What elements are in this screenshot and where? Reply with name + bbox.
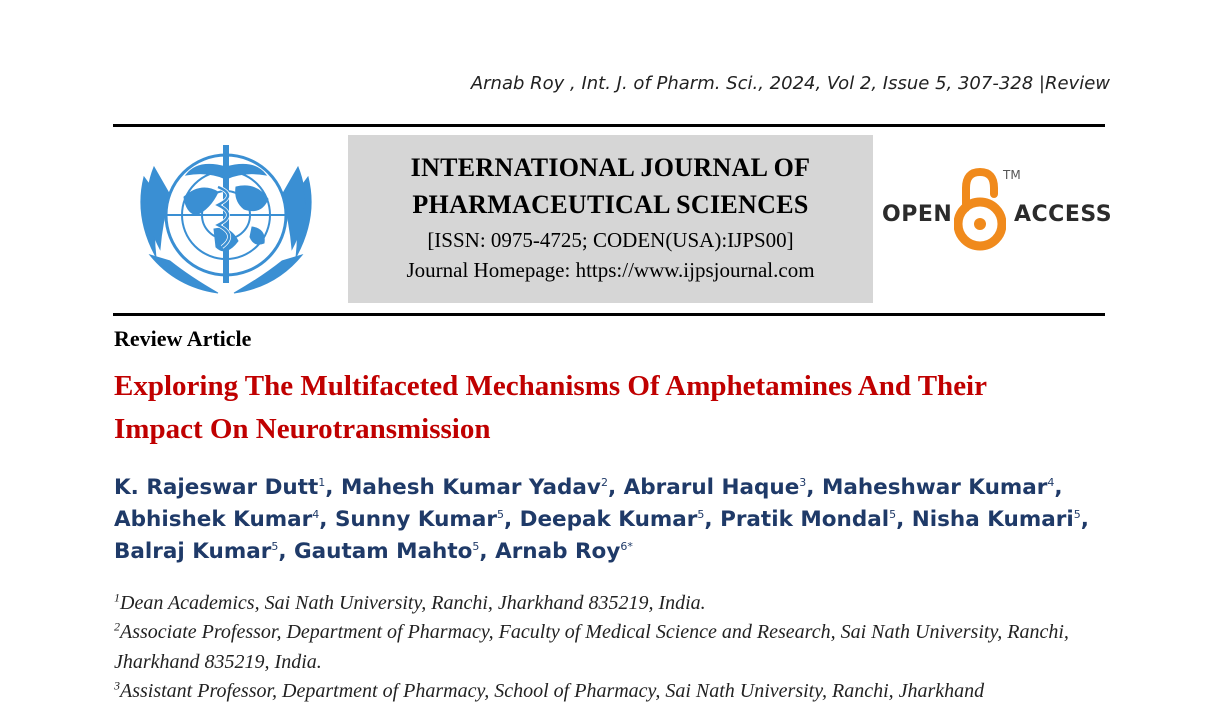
author-separator: , [896,507,912,532]
article-title-line-1: Exploring The Multifaceted Mechanisms Of Amphetamines And Their [114,370,987,402]
author-line-2 [114,504,1114,536]
author-name: Nisha Kumari [911,507,1074,532]
author-name: Abrarul Haque [623,475,800,500]
article-type: Review Article [114,326,252,351]
author-separator: , [1080,507,1089,532]
author-affiliation-mark: 5 [472,539,480,553]
author-separator: , [325,475,341,500]
journal-name-line-1: INTERNATIONAL JOURNAL OF [410,153,811,182]
running-header-citation: Arnab Roy , Int. J. of Pharm. Sci., 2024, Vol 2, Issue 5, 307-328 |Review [470,73,1110,94]
author-name: Arnab Roy [495,539,621,564]
author-separator: , [278,539,294,564]
author-separator: , [704,507,721,532]
author-affiliation-mark: 6* [620,539,633,553]
affiliation-text: Dean Academics, Sai Nath University, Ranchi, Jharkhand 835219, India. [120,592,706,614]
affiliation-2 [114,617,1114,677]
author-affiliation-mark: 5 [1073,507,1081,521]
author-name: Gautam Mahto [294,539,473,564]
author-affiliation-mark: 1 [318,475,326,489]
open-access-lock-icon [954,168,1006,252]
open-access-open-text: OPEN [882,202,953,227]
author-affiliation-mark: 2 [600,475,608,489]
author-separator: , [319,507,335,532]
author-affiliation-mark: 5 [889,507,897,521]
journal-homepage: Journal Homepage: https://www.ijpsjournal.com [406,258,815,282]
article-title [114,365,1114,451]
header-rule-top [113,124,1105,127]
journal-name-line-2: PHARMACEUTICAL SCIENCES [412,190,809,219]
author-separator: , [1054,475,1063,500]
journal-info-box [348,135,873,303]
author-name: Abhishek Kumar [114,507,313,532]
author-line-1 [114,472,1114,504]
author-name: K. Rajeswar Dutt [114,475,319,500]
open-access-logo [880,168,1113,252]
affiliation-1 [114,588,1114,618]
author-affiliation-mark: 5 [496,507,504,521]
journal-emblem-logo [126,137,326,305]
author-affiliation-mark: 4 [1047,475,1055,489]
author-affiliation-mark: 5 [697,507,705,521]
affiliation-text: Assistant Professor, Department of Pharmacy, School of Pharmacy, Sai Nath University, Ranchi, Jharkhand [120,680,985,702]
author-affiliation-mark: 3 [799,475,807,489]
open-access-trademark: TM [1003,168,1021,182]
author-affiliation-mark: 4 [312,507,320,521]
affiliation-mark: 1 [114,590,120,605]
author-line-3 [114,536,1114,568]
affiliation-mark: 2 [114,619,120,634]
author-separator: , [479,539,496,564]
affiliation-text: Associate Professor, Department of Pharmacy, Faculty of Medical Science and Research, Sai Nath University, Ranchi, Jharkhand 835219, India. [114,621,1069,673]
open-access-access-text: ACCESS [1014,202,1113,227]
header-rule-bottom [113,313,1105,316]
author-separator: , [607,475,624,500]
affiliation-mark: 3 [114,678,120,693]
author-list [114,472,1114,568]
article-title-line-2: Impact On Neurotransmission [114,413,491,445]
author-affiliation-mark: 5 [271,539,279,553]
author-name: Sunny Kumar [334,507,497,532]
author-name: Mahesh Kumar Yadav [340,475,601,500]
journal-issn: [ISSN: 0975-4725; CODEN(USA):IJPS00] [427,228,794,252]
affiliation-3 [114,676,1114,706]
author-name: Balraj Kumar [114,539,272,564]
author-name: Maheshwar Kumar [821,475,1048,500]
author-separator: , [806,475,822,500]
author-name: Pratik Mondal [720,507,890,532]
author-separator: , [503,507,520,532]
author-name: Deepak Kumar [519,507,698,532]
